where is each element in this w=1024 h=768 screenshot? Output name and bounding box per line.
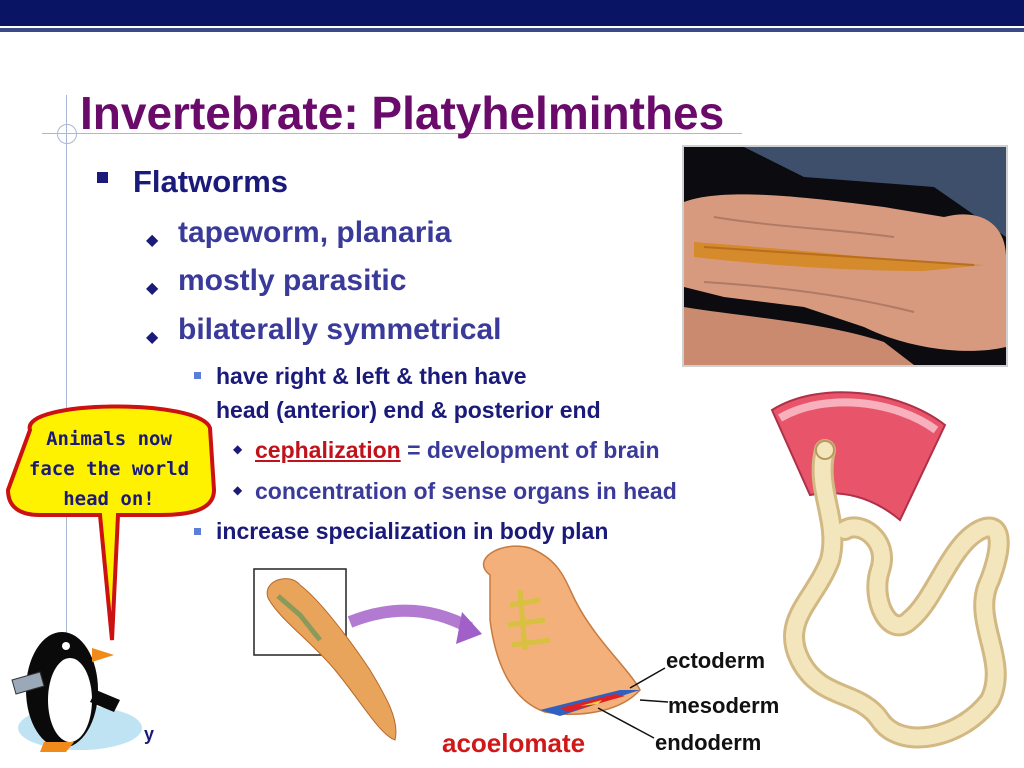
diamond-bullet-icon: ◆ xyxy=(233,483,243,497)
penguin-icon xyxy=(12,632,142,752)
bullet-bilateral: bilaterally symmetrical xyxy=(178,313,502,346)
cephalization-definition: = development of brain xyxy=(400,437,660,463)
bullet-head-line1: have right & left & then have xyxy=(216,363,527,389)
speech-bubble-text xyxy=(14,424,204,514)
footer-fragment: y xyxy=(144,724,155,744)
label-ectoderm: ectoderm xyxy=(666,648,766,673)
bullet-sense-organs: concentration of sense organs in head xyxy=(255,478,677,504)
diamond-bullet-icon: ◆ xyxy=(146,232,159,249)
tapeworm-diagram xyxy=(772,392,999,737)
bubble-line: head on! xyxy=(63,488,155,510)
bullet-flatworms: Flatworms xyxy=(133,164,289,199)
bullet-tapeworm: tapeworm, planaria xyxy=(178,216,452,249)
diamond-bullet-icon: ◆ xyxy=(233,442,243,456)
label-endoderm: endoderm xyxy=(655,730,762,755)
label-mesoderm: mesoderm xyxy=(668,693,780,718)
slide-title: Invertebrate: Platyhelminthes xyxy=(80,87,725,139)
cephalization-term: cephalization xyxy=(255,437,401,463)
diamond-bullet-icon: ◆ xyxy=(146,280,159,297)
label-acoelomate: acoelomate xyxy=(442,728,586,758)
diamond-bullet-icon: ◆ xyxy=(146,329,159,346)
bubble-line: face the world xyxy=(28,458,190,480)
bullet-specialization: increase specialization in body plan xyxy=(216,518,609,544)
bullet-head-line2: head (anterior) end & posterior end xyxy=(216,397,601,423)
planaria-diagram xyxy=(254,546,668,740)
bubble-line: Animals now xyxy=(46,428,172,450)
bullet-parasitic: mostly parasitic xyxy=(178,264,407,297)
